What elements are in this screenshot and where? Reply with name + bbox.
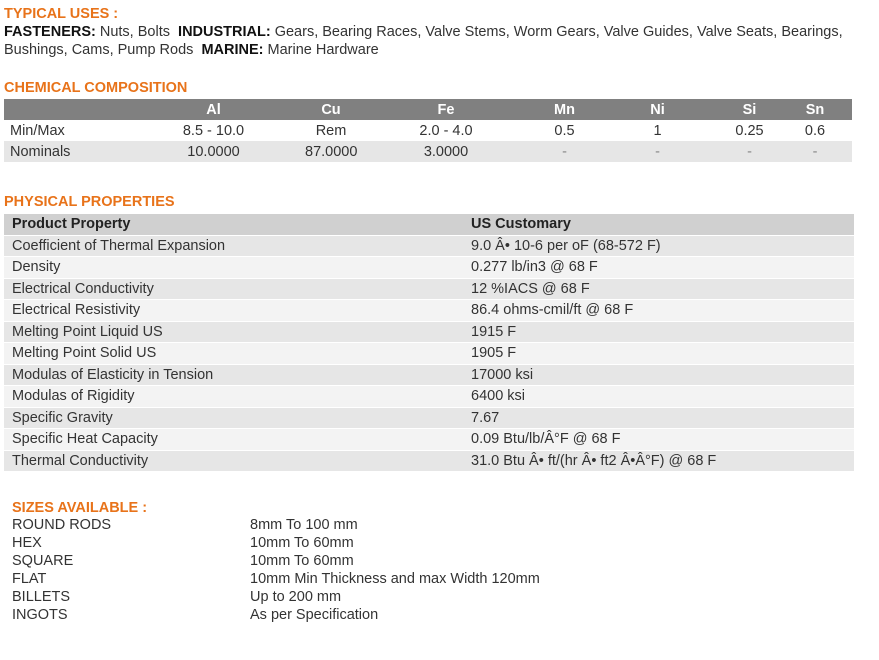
list-item xyxy=(12,570,540,588)
property-name: Melting Point Liquid US xyxy=(4,322,463,343)
size-range: 10mm To 60mm xyxy=(250,535,354,551)
industrial-label: INDUSTRIAL: xyxy=(178,24,271,40)
table-cell: - xyxy=(535,141,594,162)
table-cell: 0.5 xyxy=(535,120,594,141)
property-value: 12 %IACS @ 68 F xyxy=(463,279,854,300)
fasteners-label: FASTENERS: xyxy=(4,24,96,40)
table-cell: 0.6 xyxy=(778,120,852,141)
table-cell: - xyxy=(721,141,778,162)
physical-header-row xyxy=(4,214,854,235)
typical-uses-line-2 xyxy=(4,41,379,59)
property-value: 1915 F xyxy=(463,322,854,343)
size-shape: BILLETS xyxy=(12,589,71,605)
sizes-list xyxy=(12,516,540,624)
table-cell: Rem xyxy=(305,120,357,141)
property-value: 9.0 Â• 10-6 per oF (68-572 F) xyxy=(463,236,854,257)
physical-header-cell: Product Property xyxy=(4,214,463,235)
chemical-header-cell: Ni xyxy=(594,99,721,120)
fasteners-text: Nuts, Bolts xyxy=(95,24,179,40)
property-value: 6400 ksi xyxy=(463,386,854,407)
table-cell: Min/Max xyxy=(4,120,122,141)
table-row xyxy=(4,451,854,472)
chemical-composition-heading: CHEMICAL COMPOSITION xyxy=(4,80,188,96)
list-item xyxy=(12,606,540,624)
property-name: Specific Heat Capacity xyxy=(4,429,463,450)
table-row xyxy=(4,300,854,321)
size-shape: SQUARE xyxy=(12,553,74,569)
table-row xyxy=(4,236,854,257)
property-value: 31.0 Btu Â• ft/(hr Â• ft2 Â•Â°F) @ 68 F xyxy=(463,451,854,472)
property-name: Modulas of Elasticity in Tension xyxy=(4,365,463,386)
size-range: 10mm To 60mm xyxy=(250,553,354,569)
property-name: Melting Point Solid US xyxy=(4,343,463,364)
size-range: 8mm To 100 mm xyxy=(250,517,358,533)
chemical-header-cell: Cu xyxy=(305,99,357,120)
table-cell: Nominals xyxy=(4,141,122,162)
size-range: As per Specification xyxy=(250,607,379,623)
table-cell: 8.5 - 10.0 xyxy=(122,120,305,141)
chemical-composition-table xyxy=(4,99,852,162)
table-row xyxy=(4,429,854,450)
property-name: Specific Gravity xyxy=(4,408,463,429)
table-row xyxy=(4,322,854,343)
property-value: 0.277 lb/in3 @ 68 F xyxy=(463,257,854,278)
table-cell: - xyxy=(594,141,721,162)
property-name: Density xyxy=(4,257,463,278)
property-name: Coefficient of Thermal Expansion xyxy=(4,236,463,257)
list-item xyxy=(12,516,540,534)
property-name: Thermal Conductivity xyxy=(4,451,463,472)
marine-text: Marine Hardware xyxy=(263,42,379,58)
size-shape: INGOTS xyxy=(12,607,68,623)
table-row xyxy=(4,343,854,364)
size-shape: HEX xyxy=(12,535,42,551)
industrial-text-cont: Bushings, Cams, Pump Rods xyxy=(4,42,202,58)
property-name: Electrical Resistivity xyxy=(4,300,463,321)
table-row xyxy=(4,141,852,162)
list-item xyxy=(12,552,540,570)
property-name: Modulas of Rigidity xyxy=(4,386,463,407)
table-row xyxy=(4,386,854,407)
list-item xyxy=(12,588,540,606)
chemical-header-cell: Si xyxy=(721,99,778,120)
chemical-header-cell: Fe xyxy=(357,99,535,120)
size-shape: ROUND RODS xyxy=(12,517,112,533)
table-cell: 2.0 - 4.0 xyxy=(357,120,535,141)
typical-uses-line-1 xyxy=(4,23,843,41)
physical-header-cell: US Customary xyxy=(463,214,854,235)
property-name: Electrical Conductivity xyxy=(4,279,463,300)
table-cell: - xyxy=(778,141,852,162)
size-shape: FLAT xyxy=(12,571,47,587)
chemical-header-cell: Al xyxy=(122,99,305,120)
chemical-header-cell xyxy=(4,99,122,120)
sizes-available-heading: SIZES AVAILABLE : xyxy=(12,500,148,516)
table-row xyxy=(4,365,854,386)
physical-properties-heading: PHYSICAL PROPERTIES xyxy=(4,194,175,210)
chemical-header-row xyxy=(4,99,852,120)
chemical-header-cell: Sn xyxy=(778,99,852,120)
property-value: 0.09 Btu/lb/Â°F @ 68 F xyxy=(463,429,854,450)
table-cell: 1 xyxy=(594,120,721,141)
list-item xyxy=(12,534,540,552)
industrial-text: Gears, Bearing Races, Valve Stems, Worm Gears, Valve Guides, Valve Seats, Bearings, xyxy=(270,24,843,40)
marine-label: MARINE: xyxy=(201,42,264,58)
table-row xyxy=(4,408,854,429)
property-value: 7.67 xyxy=(463,408,854,429)
size-range: Up to 200 mm xyxy=(250,589,342,605)
table-cell: 0.25 xyxy=(721,120,778,141)
property-value: 1905 F xyxy=(463,343,854,364)
table-row xyxy=(4,257,854,278)
physical-properties-table xyxy=(4,213,854,472)
table-row xyxy=(4,279,854,300)
table-cell: 87.0000 xyxy=(305,141,357,162)
chemical-header-cell: Mn xyxy=(535,99,594,120)
table-cell: 10.0000 xyxy=(122,141,305,162)
table-row xyxy=(4,120,852,141)
property-value: 17000 ksi xyxy=(463,365,854,386)
typical-uses-heading: TYPICAL USES : xyxy=(4,6,119,22)
property-value: 86.4 ohms-cmil/ft @ 68 F xyxy=(463,300,854,321)
table-cell: 3.0000 xyxy=(357,141,535,162)
size-range: 10mm Min Thickness and max Width 120mm xyxy=(250,571,540,587)
